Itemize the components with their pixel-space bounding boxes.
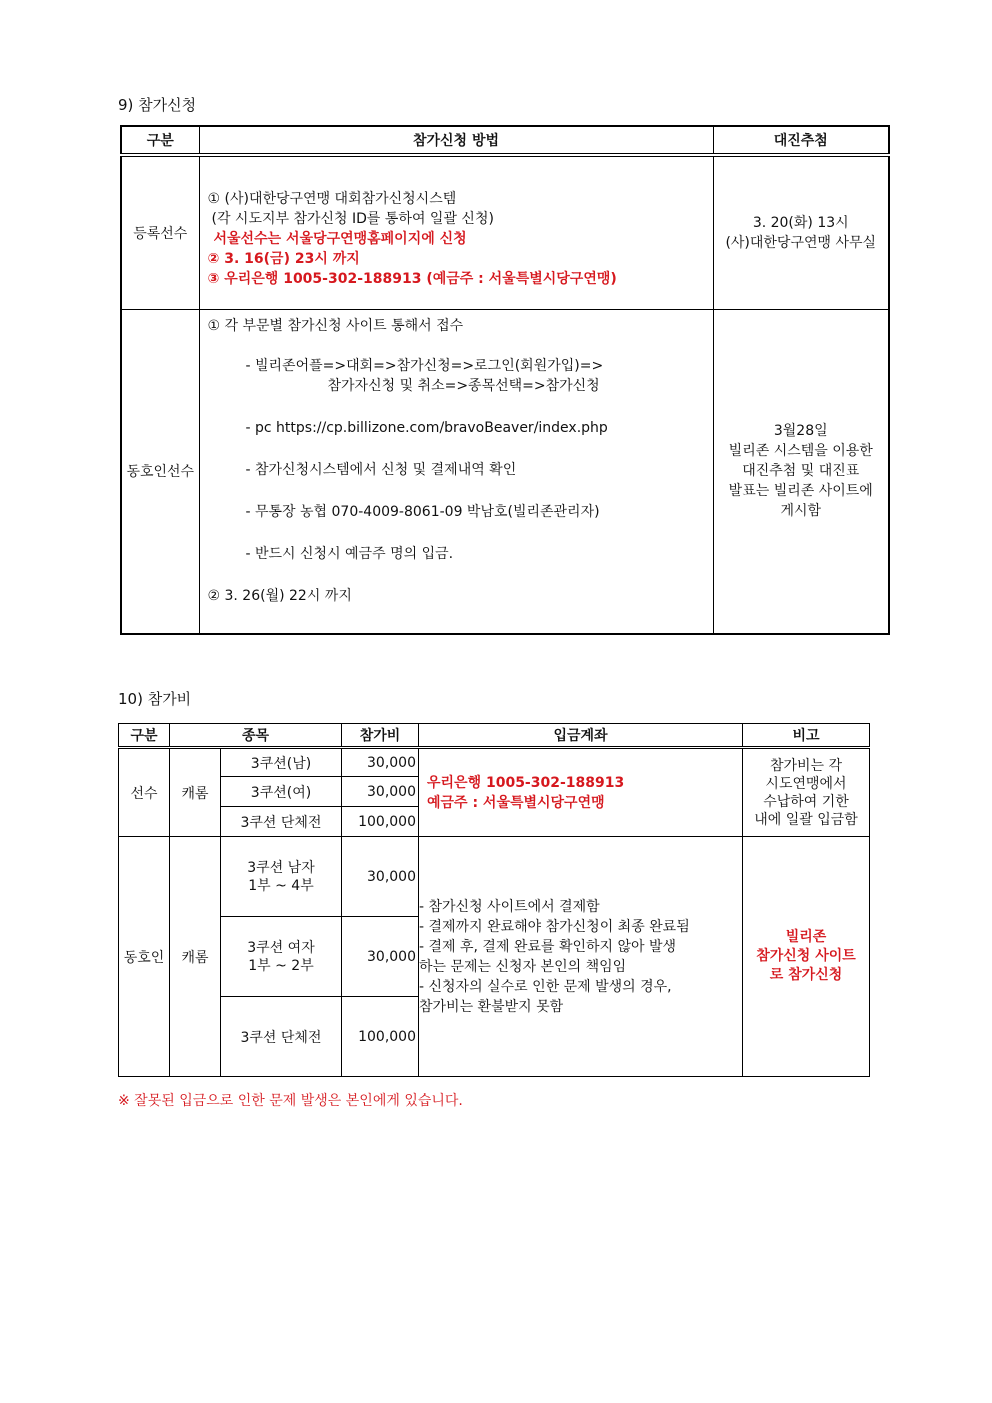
club-event-2-line-2: 1부 ~ 2부 xyxy=(248,957,314,974)
player-fee-2: 30,000 xyxy=(342,777,419,807)
club-account-line-5: - 신청자의 실수로 인한 문제 발생의 경우, xyxy=(419,978,672,995)
player-remark-3: 수납하여 기한 xyxy=(763,793,849,810)
club-draw-1: 3월28일 xyxy=(773,423,828,440)
fee-table xyxy=(118,723,870,1077)
club-draw-5: 게시함 xyxy=(780,503,822,520)
club-depositor: - 반드시 신청시 예금주 명의 입금. xyxy=(245,545,454,562)
registered-category: 등록선수 xyxy=(121,155,199,309)
header-method: 참가신청 방법 xyxy=(199,126,713,155)
club-event-1-line-2: 1부 ~ 4부 xyxy=(248,877,314,894)
player-fee-1: 30,000 xyxy=(342,748,419,777)
player-event-3: 3쿠션 단체전 xyxy=(221,807,342,837)
fee-header-fee: 참가비 xyxy=(342,724,419,748)
method-line-4: ② 3. 16(금) 23시 까지 xyxy=(207,250,360,267)
club-event-1-line-1: 3쿠션 남자 xyxy=(247,859,315,876)
draw-line-2: (사)대한당구연맹 사무실 xyxy=(725,234,877,251)
club-fee-discipline: 캐롬 xyxy=(170,837,221,1077)
header-category: 구분 xyxy=(121,126,199,155)
club-deadline: ② 3. 26(월) 22시 까지 xyxy=(207,587,352,604)
player-account-line-2: 예금주 : 서울특별시당구연맹 xyxy=(427,794,605,811)
header-draw: 대진추첨 xyxy=(713,126,889,155)
club-account-line-1: - 참가신청 사이트에서 결제함 xyxy=(419,898,600,915)
club-account-line-6: 참가비는 환불받지 못함 xyxy=(419,998,564,1015)
warning-note: ※ 잘못된 입금으로 인한 문제 발생은 본인에게 있습니다. xyxy=(118,1093,463,1109)
fee-header-account: 입금계좌 xyxy=(419,724,743,748)
player-account xyxy=(419,748,743,837)
club-account-line-4: 하는 문제는 신청자 본인의 책임임 xyxy=(419,958,627,975)
club-pc-url: - pc https://cp.billizone.com/bravoBeaver/index.php xyxy=(245,419,608,436)
club-line-1: ① 각 부문별 참가신청 사이트 통해서 접수 xyxy=(207,317,464,334)
player-discipline: 캐롬 xyxy=(170,748,221,837)
section-10-title: 10) 참가비 xyxy=(118,690,192,708)
club-event-3: 3쿠션 단체전 xyxy=(221,997,342,1077)
club-account xyxy=(419,837,743,1077)
player-event-2: 3쿠션(여) xyxy=(221,777,342,807)
club-app-path-2: 참가자신청 및 취소=>종목선택=>참가신청 xyxy=(327,377,600,394)
club-method xyxy=(199,309,713,634)
club-remark-3: 로 참가신청 xyxy=(769,967,843,983)
draw-line-1: 3. 20(화) 13시 xyxy=(752,214,849,231)
player-remark xyxy=(743,748,870,837)
registered-draw xyxy=(713,155,889,309)
club-draw-3: 대진추첨 및 대진표 xyxy=(742,463,860,480)
player-account-line-1: 우리은행 1005-302-188913 xyxy=(427,774,625,791)
method-line-1: ① (사)대한당구연맹 대회참가신청시스템 xyxy=(207,190,457,207)
player-remark-2: 시도연맹에서 xyxy=(765,775,847,792)
player-event-1: 3쿠션(남) xyxy=(221,748,342,777)
club-category: 동호인선수 xyxy=(121,309,199,634)
club-app-path-1: - 빌리존어플=>대회=>참가신청=>로그인(회원가입)=> xyxy=(245,357,604,374)
player-remark-1: 참가비는 각 xyxy=(769,757,843,774)
club-draw-2: 빌리존 시스템을 이용한 xyxy=(728,443,873,460)
method-line-5: ③ 우리은행 1005-302-188913 (예금주 : 서울특별시당구연맹) xyxy=(207,270,617,287)
club-account: - 무통장 농협 070-4009-8061-09 박남호(빌리존관리자) xyxy=(245,503,600,520)
club-event-2 xyxy=(221,917,342,997)
fee-header-category: 구분 xyxy=(119,724,170,748)
club-confirm: - 참가신청시스템에서 신청 및 결제내역 확인 xyxy=(245,461,517,478)
club-account-line-3: - 결제 후, 결제 완료를 확인하지 않아 발생 xyxy=(419,938,677,955)
fee-header-event: 종목 xyxy=(170,724,342,748)
club-account-line-2: - 결제까지 완료해야 참가신청이 최종 완료됨 xyxy=(419,918,690,935)
club-fee-3: 100,000 xyxy=(342,997,419,1077)
fee-header-remark: 비고 xyxy=(743,724,870,748)
club-remark-2: 참가신청 사이트 xyxy=(756,948,856,964)
registered-method xyxy=(199,155,713,309)
section-9-title: 9) 참가신청 xyxy=(118,96,197,114)
method-line-3: 서울선수는 서울당구연맹홈페이지에 신청 xyxy=(213,230,467,247)
club-remark xyxy=(743,837,870,1077)
method-line-2: (각 시도지부 참가신청 ID를 통하여 일괄 신청) xyxy=(211,210,494,227)
player-remark-4: 내에 일괄 입금함 xyxy=(754,811,858,828)
registration-table xyxy=(120,125,890,635)
club-fee-2: 30,000 xyxy=(342,917,419,997)
club-remark-1: 빌리존 xyxy=(785,929,827,945)
club-fee-category: 동호인 xyxy=(119,837,170,1077)
player-category: 선수 xyxy=(119,748,170,837)
club-fee-1: 30,000 xyxy=(342,837,419,917)
club-event-1 xyxy=(221,837,342,917)
club-draw xyxy=(713,309,889,634)
player-fee-3: 100,000 xyxy=(342,807,419,837)
club-event-2-line-1: 3쿠션 여자 xyxy=(247,939,315,956)
club-draw-4: 발표는 빌리존 사이트에 xyxy=(728,483,873,500)
